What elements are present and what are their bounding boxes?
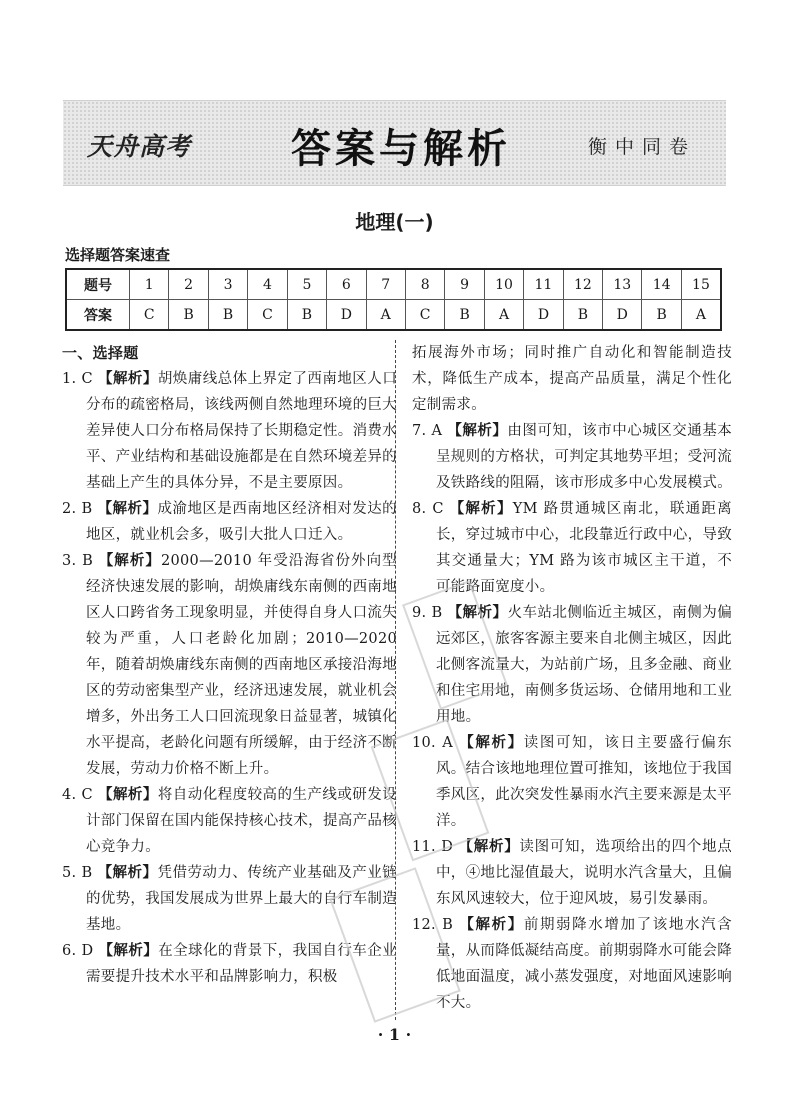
right-column [412,340,732,1016]
answer-table-answer-row [66,300,721,331]
analysis-tag: 【解析】 [459,917,524,933]
column-divider [395,340,396,1020]
item-text: 火车站北侧临近主城区，南侧为偏远郊区，旅客客源主要来自北侧主城区，因此北侧客流量大，为站前广场，且多金融、商业和住宅用地，南侧多货运场、仓储用地和工业用地。 [436,605,732,725]
left-items [62,366,397,990]
item-text: 由图可知，该市中心城区交通基本呈规则的方格状，可判定其地势平坦；受河流及铁路线的阻隔，该市形成多中心发展模式。 [436,423,732,491]
question-number-cell: 2 [169,269,208,300]
answer-cell: C [405,300,444,331]
item-number: 7. A [412,423,443,439]
analysis-tag: 【解析】 [97,865,158,881]
answer-cell: C [130,300,169,331]
analysis-tag: 【解析】 [447,605,508,621]
question-number-cell: 11 [524,269,563,300]
item-text: 读图可知，该日主要盛行偏东风。结合该地地理位置可推知，该地位于我国季风区，此次突发性暴雨水汽主要来源是太平洋。 [436,735,732,829]
answer-explanation-item [62,548,397,782]
item-text: 读图可知，选项给出的四个地点中，④地比湿值最大，说明水汽含量大，且偏东风风速较大，位于迎风坡，易引发暴雨。 [436,839,732,907]
item-number: 6. D [62,943,94,959]
series-name: 衡中同卷 [587,136,696,158]
item-text: 成渝地区是西南地区经济相对发达的地区，就业机会多，吸引大批人口迁入。 [86,501,397,543]
question-number-cell: 3 [208,269,247,300]
item-number: 2. B [62,501,93,517]
analysis-tag: 【解析】 [97,501,158,517]
answer-cell: C [248,300,287,331]
subject-title: 地理(一) [355,210,434,234]
right-items [412,418,732,1016]
item-number: 10. A [412,735,453,751]
answer-cell: B [169,300,208,331]
item-number: 11. D [412,839,454,855]
question-number-cell: 10 [484,269,523,300]
analysis-tag: 【解析】 [459,735,524,751]
item-text: 在全球化的背景下，我国自行车企业需要提升技术水平和品牌影响力，积极 [86,943,397,985]
page-number: · 1 · [377,1025,412,1044]
answer-explanation-item [412,912,732,1016]
analysis-tag: 【解析】 [97,371,158,387]
item-text: 前期弱降水增加了该地水汽含量，从而降低凝结高度。前期弱降水可能会降低地面温度，减小蒸发强度，对地面风速影响不大。 [436,917,732,1011]
question-number-cell: 15 [681,269,721,300]
item-number: 12. B [412,917,454,933]
analysis-tag: 【解析】 [447,423,508,439]
item-number: 1. C [62,371,93,387]
answer-cell: D [524,300,563,331]
question-number-cell: 13 [603,269,642,300]
answer-explanation-item [62,860,397,938]
answer-cell: B [563,300,602,331]
section-title: 一、选择题 [62,344,139,362]
item-text: 将自动化程度较高的生产线或研发设计部门保留在国内能保持核心技术，提高产品核心竞争力。 [86,787,397,855]
row-label-number: 题号 [66,269,130,300]
answer-explanation-item [62,366,397,496]
answer-explanation-item [62,938,397,990]
answer-explanation-item [62,496,397,548]
question-number-cell: 14 [642,269,681,300]
answer-explanation-item [412,730,732,834]
item-number: 8. C [412,501,444,517]
answer-cell: D [327,300,366,331]
analysis-tag: 【解析】 [458,839,520,855]
answer-cell: A [681,300,721,331]
answer-cell: B [208,300,247,331]
answer-explanation-item [412,600,732,730]
item-text: YM 路贯通城区南北，联通距离长，穿过城市中心，北段靠近行政中心，导致其交通量大；YM 路为该市城区主干道，不可能路面宽度小。 [436,501,732,595]
answer-cell: B [642,300,681,331]
answer-cell: A [484,300,523,331]
item-text: 凭借劳动力、传统产业基础及产业链的优势，我国发展成为世界上最大的自行车制造基地。 [86,865,397,933]
question-number-cell: 12 [563,269,602,300]
answer-cell: D [603,300,642,331]
item-number: 9. B [412,605,443,621]
answer-explanation-item [412,496,732,600]
item-number: 5. B [62,865,93,881]
answer-cell: B [287,300,326,331]
question-number-cell: 1 [130,269,169,300]
analysis-tag: 【解析】 [97,787,158,803]
answer-explanation-item [412,418,732,496]
item-text: 2000—2010 年受沿海省份外向型经济快速发展的影响，胡焕庸线东南侧的西南地区人口跨省务工现象明显，并使得自身人口流失较为严重，人口老龄化加剧；2010—2020 年，随着胡焕庸线东南侧的西南地区承接沿海地区的劳动密集型产业，经济迅速发展，就业机会增多，外出务工人口回流现象日益显著，城镇化水平提高，老龄化问题有所缓解，由于经济不断发展，劳动力价格不断上升。 [86,553,397,777]
answer-table-number-row [66,269,721,300]
question-number-cell: 5 [287,269,326,300]
page-title: 答案与解析 [291,126,511,172]
answer-explanation-item [62,782,397,860]
question-number-cell: 6 [327,269,366,300]
brand-logo: 天舟高考 [87,132,192,161]
quick-answers-title: 选择题答案速查 [65,246,171,264]
item-text: 胡焕庸线总体上界定了西南地区人口分布的疏密格局，该线两侧自然地理环境的巨大差异使人口分布格局保持了长期稳定性。消费水平、产业结构和基础设施都是在自然环境差异的基础上产生的具体分异，不是主要原因。 [86,371,397,491]
analysis-tag: 【解析】 [449,501,513,517]
answer-cell: B [445,300,484,331]
question-number-cell: 7 [366,269,405,300]
item-number: 4. C [62,787,93,803]
answer-table [65,268,722,331]
question-number-cell: 4 [248,269,287,300]
question-number-cell: 8 [405,269,444,300]
left-column [62,340,397,990]
row-label-answer: 答案 [66,300,130,331]
analysis-tag: 【解析】 [98,553,161,569]
continued-text: 拓展海外市场；同时推广自动化和智能制造技术，降低生产成本，提高产品质量，满足个性化定制需求。 [412,345,732,413]
answer-explanation-item [412,834,732,912]
analysis-tag: 【解析】 [98,943,159,959]
question-number-cell: 9 [445,269,484,300]
answer-cell: A [366,300,405,331]
item-number: 3. B [62,553,94,569]
header-banner [63,100,726,186]
